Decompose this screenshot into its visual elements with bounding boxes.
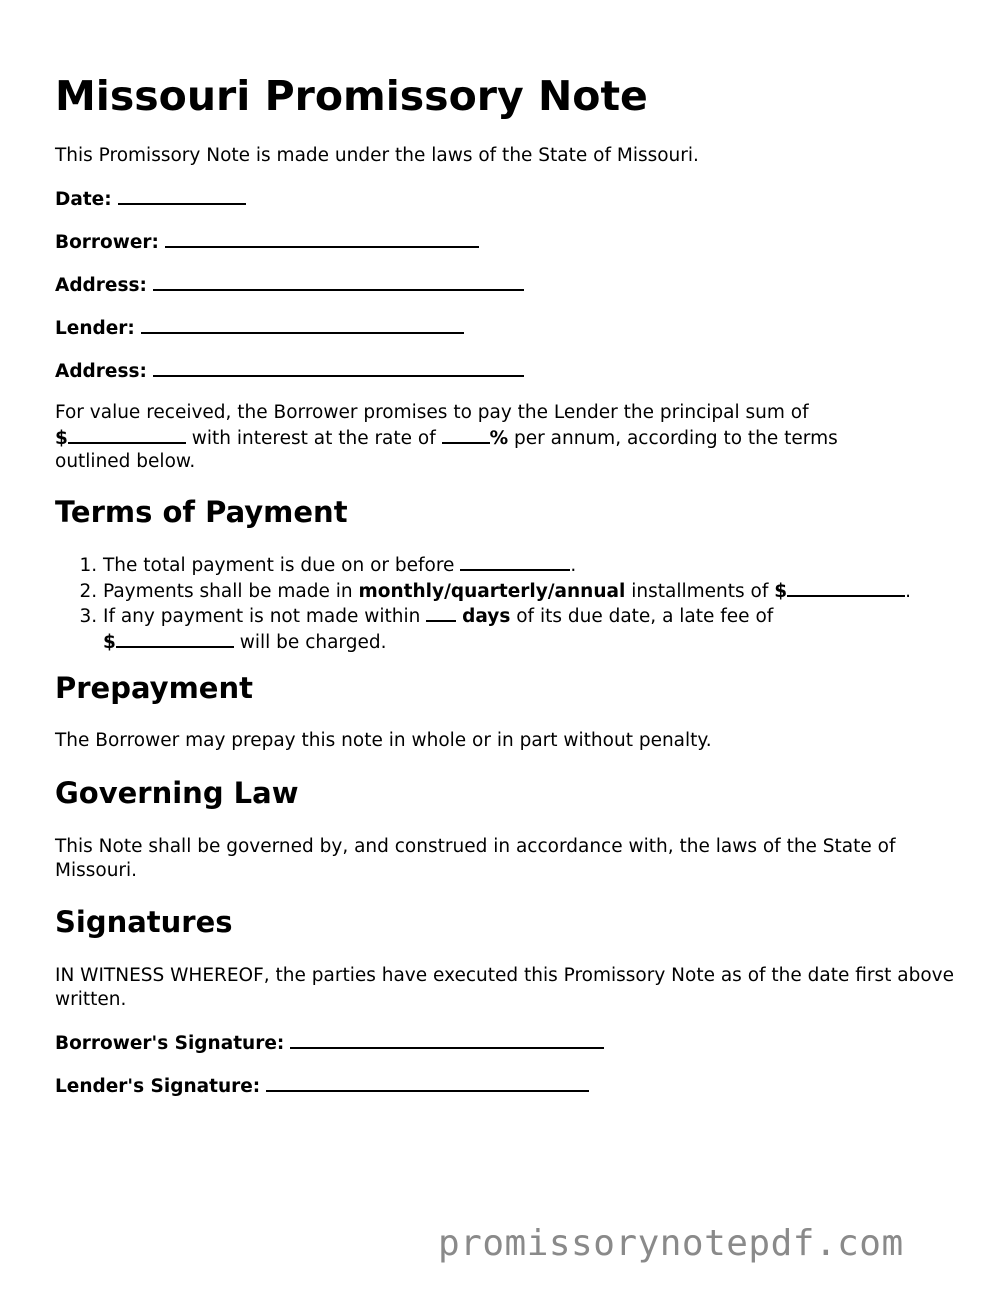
late-fee-blank [116, 629, 234, 648]
date-field [55, 186, 246, 211]
page-title: Missouri Promissory Note [55, 72, 648, 120]
intro-text: This Promissory Note is made under the laws of the State of Missouri. [55, 145, 699, 166]
prepayment-heading: Prepayment [55, 671, 253, 705]
governing-law-text: This Note shall be governed by, and construed in accordance with, the laws of the State of Missouri. [55, 836, 896, 881]
borrower-label: Borrower: [55, 232, 159, 253]
percent-sign: % [489, 427, 509, 449]
due-date-blank [460, 552, 570, 571]
governing-law-heading: Governing Law [55, 776, 299, 810]
interest-rate-blank [442, 425, 490, 444]
lender-address-field [55, 358, 524, 383]
lender-signature-field [55, 1073, 589, 1098]
list-item: 2. Payments shall be made in monthly/quarterly/annual installments of $ . [103, 578, 955, 604]
date-blank [118, 186, 246, 205]
list-item: 3. If any payment is not made within days of its due date, a late fee of $ will be charged. [103, 603, 955, 654]
borrower-address-label: Address: [55, 275, 147, 296]
lender-field [55, 315, 464, 340]
principal-dollar-sign: $ [55, 427, 68, 449]
signatures-heading: Signatures [55, 905, 233, 939]
principal-paragraph: For value received, the Borrower promises to pay the Lender the principal sum of $ with interest at the rate of % per annum, according to the terms outlined below. [55, 402, 838, 472]
terms-heading: Terms of Payment [55, 495, 348, 529]
borrower-address-field [55, 272, 524, 297]
lender-address-label: Address: [55, 361, 147, 382]
borrower-signature-label: Borrower's Signature: [55, 1033, 285, 1054]
watermark: promissorynotepdf.com [438, 1223, 904, 1264]
lender-blank [141, 315, 464, 334]
borrower-signature-blank [290, 1030, 604, 1049]
lender-address-blank [153, 358, 524, 377]
borrower-address-blank [153, 272, 524, 291]
date-label: Date: [55, 189, 112, 210]
principal-amount-blank [68, 425, 186, 444]
terms-list [55, 552, 955, 654]
lender-label: Lender: [55, 318, 135, 339]
days-blank [426, 603, 456, 622]
prepayment-text: The Borrower may prepay this note in whole or in part without penalty. [55, 730, 712, 751]
borrower-blank [165, 229, 479, 248]
lender-signature-label: Lender's Signature: [55, 1076, 261, 1097]
lender-signature-blank [266, 1073, 589, 1092]
list-item: 1. The total payment is due on or before . [103, 552, 955, 578]
borrower-signature-field [55, 1030, 604, 1055]
installment-amount-blank [787, 578, 905, 597]
signatures-text: IN WITNESS WHEREOF, the parties have executed this Promissory Note as of the date first above written. [55, 965, 955, 1010]
borrower-field [55, 229, 479, 254]
